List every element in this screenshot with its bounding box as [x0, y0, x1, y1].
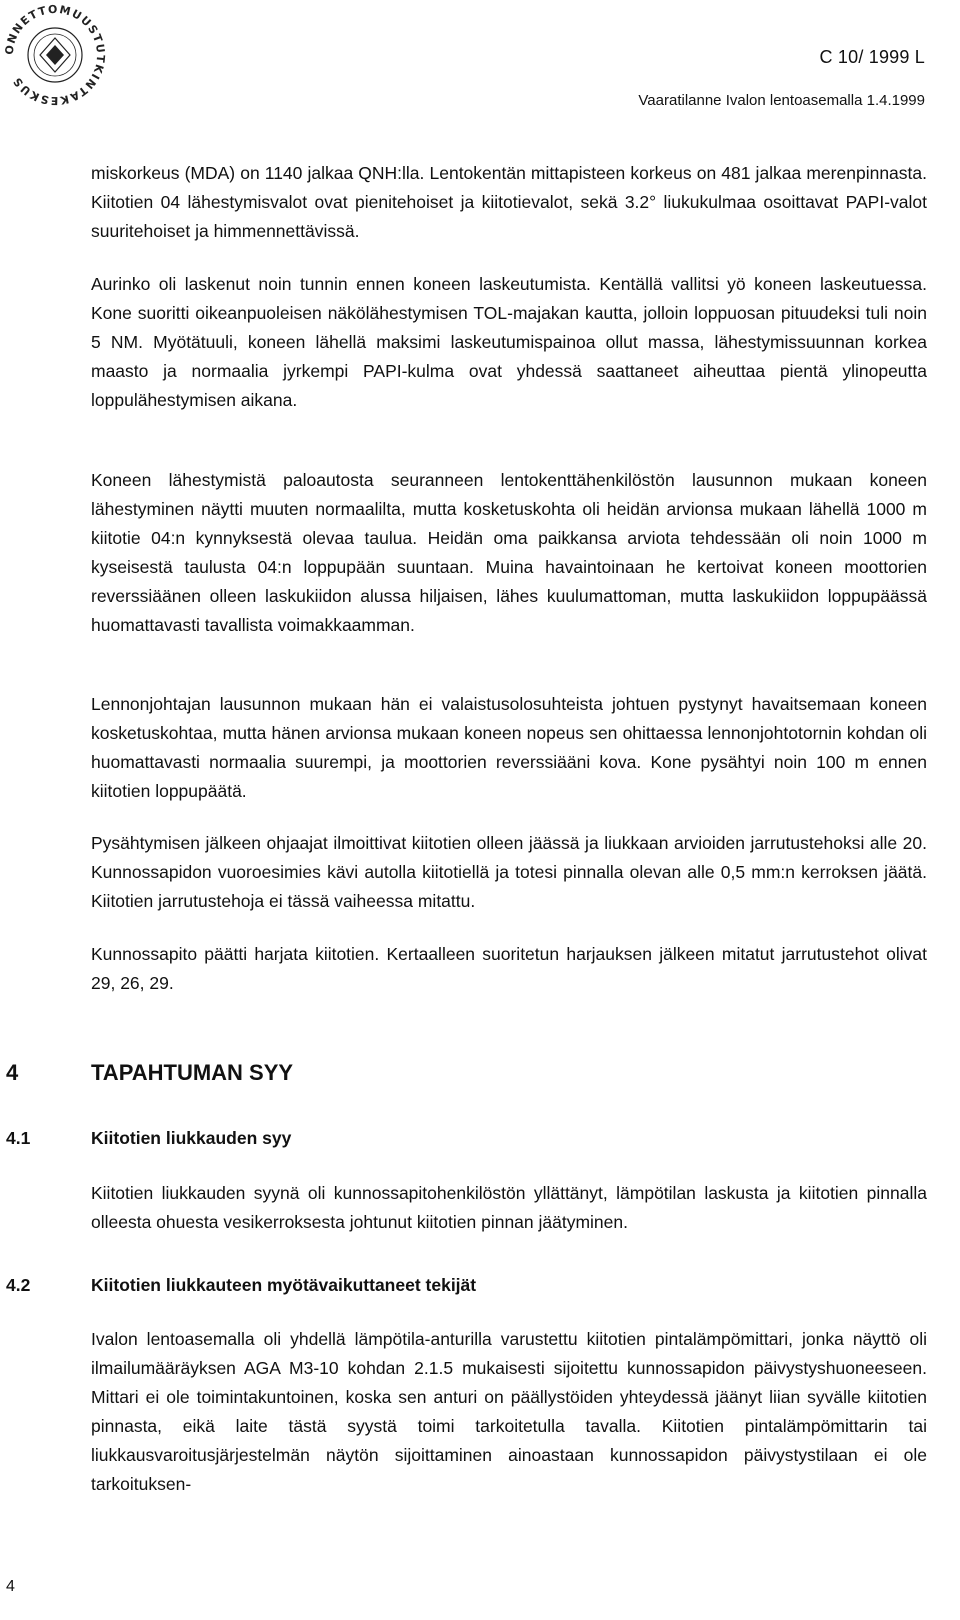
section-number: 4.2 — [6, 1275, 31, 1295]
document-id: C 10/ 1999 L — [819, 47, 925, 67]
section-title: TAPAHTUMAN SYY — [91, 1060, 294, 1085]
page-number: 4 — [6, 1578, 15, 1595]
svg-text:ONNETTOMUUSTUTKINTAKESKUS: ONNETTOMUUSTUTKINTAKESKUS — [2, 2, 108, 108]
section-number: 4 — [6, 1060, 19, 1085]
paragraph-1: miskorkeus (MDA) on 1140 jalkaa QNH:lla. Lentokentän mittapisteen korkeus on 481 jalkaa merenpinnasta. Kiitotien 04 lähestymisvalot ovat pienitehoiset ja kiitotievalot, sekä 3.2° liukukulmaa osoittavat PAPI-valot suuritehoiset ja himmennettävissä. — [91, 163, 927, 241]
agency-seal-logo — [0, 0, 110, 110]
section-title: Kiitotien liukkauteen myötävaikuttaneet tekijät — [91, 1275, 477, 1295]
section-heading-4 — [6, 1060, 293, 1086]
section-heading-4-2 — [6, 1275, 476, 1296]
document-subtitle: Vaaratilanne Ivalon lentoasemalla 1.4.1999 — [638, 92, 925, 109]
paragraph-3: Koneen lähestymistä paloautosta seuranneen lentokenttähenkilöstön lausunnon mukaan koneen lähestyminen näytti muuten normaalilta, mutta kosketuskohta oli heidän arvionsa mukaan lähellä 1000 m kiitotie 04:n kynnyksestä olevaa taulua. Heidän oma paikkansa arviota tehdessään oli noin 1000 m kyseisestä taulusta 04:n loppupään suuntaan. Muina havaintoinaan he kertoivat koneen moottorien reverssiäänen olleen laskukiidon alussa hiljaisen, lähes kuulumattoman, mutta laskukiidon loppupäässä huomattavasti tavallista voimakkaamman. — [91, 470, 927, 635]
section-number: 4.1 — [6, 1128, 31, 1148]
paragraph-2: Aurinko oli laskenut noin tunnin ennen koneen laskeutumista. Kentällä vallitsi yö koneen laskeutuessa. Kone suoritti oikeanpuoleisen näkölähestymisen TOL-majakan kautta, jolloin loppuosan pituudeksi tuli noin 5 NM. Myötätuuli, koneen lähellä maksimi laskeutumispainoa ollut massa, lähestymissuunnan korkea maasto ja normaalia jyrkempi PAPI-kulma ovat yhdessä saattaneet aiheuttaa pientä ylinopeutta loppulähestymisen aikana. — [91, 274, 927, 410]
section-heading-4-1 — [6, 1128, 291, 1149]
paragraph-5: Pysähtymisen jälkeen ohjaajat ilmoittivat kiitotien olleen jäässä ja liukkaan arvioiden jarrutustehoksi alle 20. Kunnossapidon vuoroesimies kävi autolla kiitotiellä ja totesi pinnalla olevan alle 0,5 mm:n kerroksen jäätä. Kiitotien jarrutustehoja ei tässä vaiheessa mitattu. — [91, 833, 927, 911]
section-4-2-text: Ivalon lentoasemalla oli yhdellä lämpötila-anturilla varustettu kiitotien pintalämpömittari, jonka näyttö oli ilmailumääräyksen AGA M3-10 kohdan 2.1.5 mukaisesti sijoitettu kunnossapidon päivystyshuoneeseen. Mittari ei ole toimintakuntoinen, koska sen anturi on päällystöiden yhteydessä jäänyt liian syvälle kiitotien pinnasta, eikä laite tästä syystä toimi tarkoitetulla tavalla. Kiitotien pintalämpömittarin tai liukkausvaroitusjärjestelmän näytön sijoittaminen ainoastaan kunnossapidon päivystystilaan ei ole tarkoituksen- — [91, 1329, 927, 1494]
section-4-1-text: Kiitotien liukkauden syynä oli kunnossapitohenkilöstön yllättänyt, lämpötilan laskusta ja kiitotien pinnalla olleesta ohuesta vesikerroksesta johtunut kiitotien pinnan jäätyminen. — [91, 1183, 927, 1232]
paragraph-4: Lennonjohtajan lausunnon mukaan hän ei valaistusolosuhteista johtuen pystynyt havaitsemaan koneen kosketuskohtaa, mutta hänen arvionsa mukaan koneen nopeus sen ohittaessa lennonjohtotornin kohdan oli huomattavasti normaalia suurempi, ja moottorien reverssiääni kova. Kone pysähtyi noin 100 m ennen kiitotien loppupäätä. — [91, 694, 927, 801]
paragraph-6: Kunnossapito päätti harjata kiitotien. Kertaalleen suoritetun harjauksen jälkeen mitatut jarrutustehot olivat 29, 26, 29. — [91, 944, 927, 993]
section-title: Kiitotien liukkauden syy — [91, 1128, 292, 1148]
